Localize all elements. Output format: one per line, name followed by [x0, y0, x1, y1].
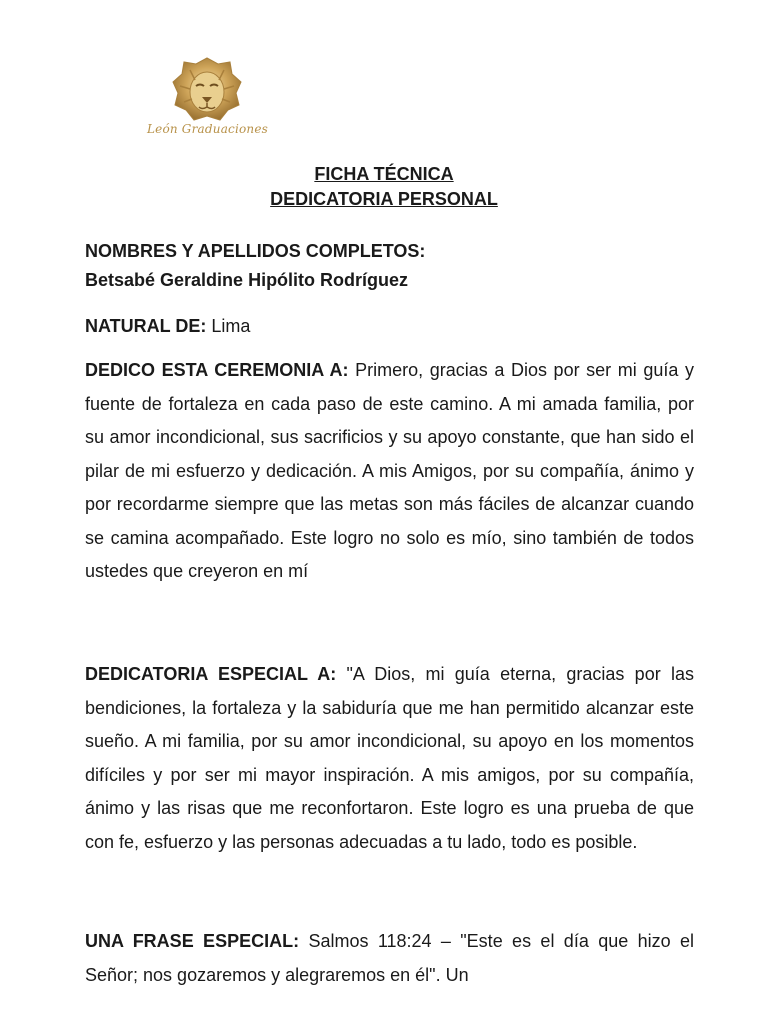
brand-logo-text: León Graduaciones: [146, 122, 269, 136]
especial-paragraph: [85, 658, 694, 859]
document-subtitle: DEDICATORIA PERSONAL: [270, 189, 498, 209]
dedico-paragraph: [85, 354, 694, 589]
frase-paragraph: [85, 925, 694, 992]
frase-label: UNA FRASE ESPECIAL:: [85, 931, 300, 951]
especial-label: DEDICATORIA ESPECIAL A:: [85, 664, 337, 684]
names-value: Betsabé Geraldine Hipólito Rodríguez: [85, 270, 409, 290]
dedico-text: Primero, gracias a Dios por ser mi guía y fuente de fortaleza en cada paso de este camino. A mi amada familia, por su amor incondicional, sus sacrificios y su apoyo constante, que han sido el pilar de mi esfuerzo y dedicación. A mis Amigos, por su compañía, ánimo y por recordarme siempre que las metas son más fáciles de alcanzar cuando se camina acompañado. Este logro no solo es mío, sino también de todos ustedes que creyeron en mí: [85, 360, 695, 581]
dedico-label: DEDICO ESTA CEREMONIA A:: [85, 360, 349, 380]
frase-text: Salmos 118:24 – "Este es el día que hizo el Señor; nos gozaremos y alegraremos en él". Un: [85, 931, 694, 985]
document-title: FICHA TÉCNICA: [314, 164, 454, 184]
natural-value: Lima: [211, 316, 251, 336]
natural-row: [85, 316, 250, 337]
natural-label: NATURAL DE:: [85, 316, 207, 336]
names-label: NOMBRES Y APELLIDOS COMPLETOS:: [85, 241, 426, 261]
brand-logo: [140, 56, 275, 148]
lion-icon: [140, 56, 275, 122]
especial-text: "A Dios, mi guía eterna, gracias por las bendiciones, la fortaleza y la sabiduría que me han permitido alcanzar este sueño. A mi familia, por su amor incondicional, su apoyo en los momentos difíciles y por ser mi mayor inspiración. A mis amigos, por su compañía, ánimo y las risas que me reconfortaron. Este logro es una prueba de que con fe, esfuerzo y las personas adecuadas a tu lado, todo es posible.: [85, 664, 694, 852]
